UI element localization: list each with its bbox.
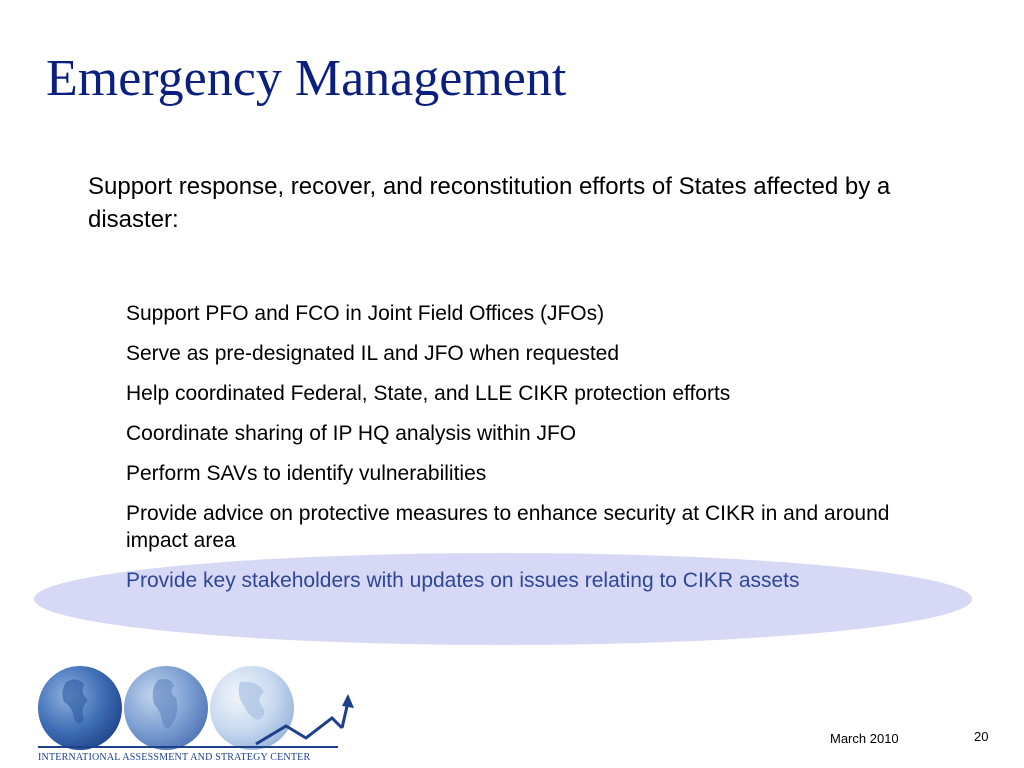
organization-name: INTERNATIONAL ASSESSMENT AND STRATEGY CENTER bbox=[38, 752, 311, 763]
bullet-item: Serve as pre-designated IL and JFO when requested bbox=[126, 342, 620, 365]
globe-americas-icon bbox=[38, 666, 122, 750]
page-number: 20 bbox=[974, 729, 989, 744]
slide-title: Emergency Management bbox=[46, 50, 567, 107]
globe-europe-africa-icon bbox=[124, 666, 208, 750]
intro-text: Support response, recover, and reconstitution efforts of States affected by a disaster: bbox=[88, 173, 891, 233]
bullet-list bbox=[126, 300, 956, 607]
footer-date: March 2010 bbox=[830, 731, 899, 746]
bullet-item: Provide advice on protective measures to enhance security at CIKR in and around impact area bbox=[126, 502, 890, 552]
bullet-item: Coordinate sharing of IP HQ analysis within JFO bbox=[126, 422, 577, 445]
globe-asia-icon bbox=[210, 666, 294, 750]
bullet-item: Support PFO and FCO in Joint Field Offices (JFOs) bbox=[126, 302, 605, 325]
bullet-item-highlighted: Provide key stakeholders with updates on issues relating to CIKR assets bbox=[126, 569, 800, 592]
bullet-item: Help coordinated Federal, State, and LLE CIKR protection efforts bbox=[126, 382, 731, 405]
bullet-item: Perform SAVs to identify vulnerabilities bbox=[126, 462, 487, 485]
